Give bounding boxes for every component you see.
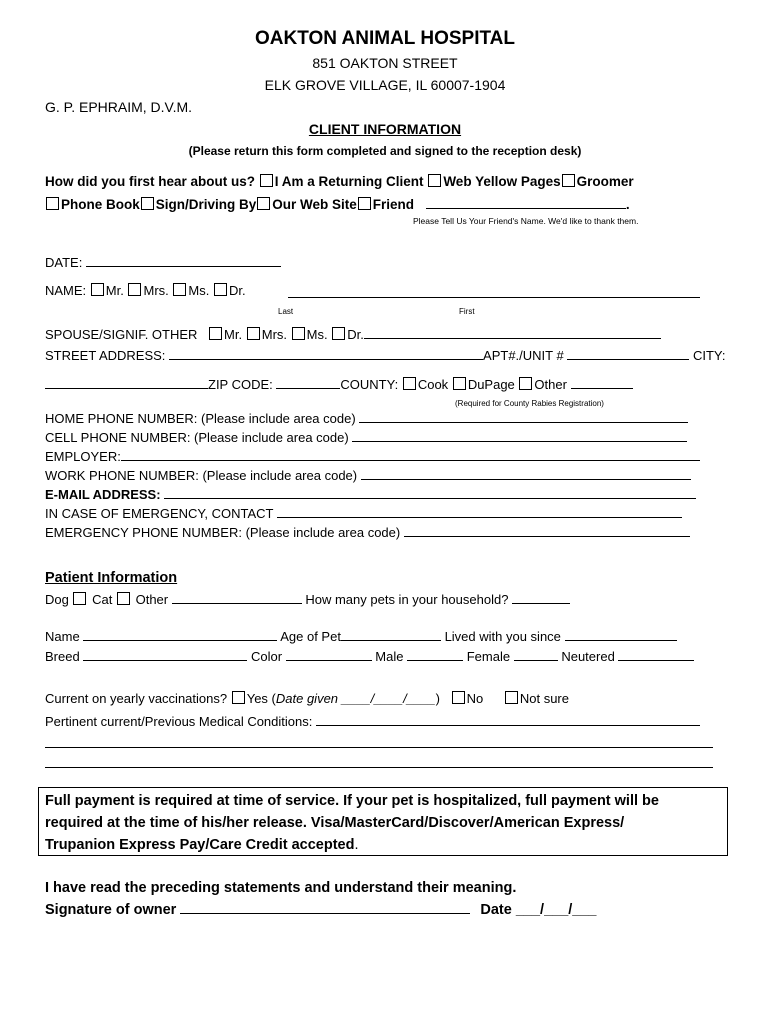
- emergency-phone-field[interactable]: [404, 524, 690, 537]
- web-yellow-pages-checkbox[interactable]: [428, 174, 441, 187]
- title-label: Mrs.: [143, 283, 169, 298]
- returning-client-checkbox[interactable]: [260, 174, 273, 187]
- friend-checkbox[interactable]: [358, 197, 371, 210]
- title-label: Ms.: [306, 327, 328, 342]
- color-label: Color: [250, 649, 283, 664]
- name-field[interactable]: [288, 285, 700, 302]
- email-field[interactable]: [164, 486, 696, 499]
- acknowledgement: I have read the preceding statements and understand their meaning.: [45, 880, 517, 896]
- spouse-label: SPOUSE/SIGNIF. OTHER: [45, 327, 198, 342]
- zip-label: ZIP CODE:: [208, 377, 273, 392]
- vaccination-label: Current on yearly vaccinations?: [45, 691, 228, 706]
- cell-phone-row: [45, 429, 687, 446]
- pet-age-field[interactable]: [341, 628, 441, 641]
- female-label: Female: [466, 649, 511, 664]
- city-field[interactable]: [45, 376, 208, 389]
- other-species-field[interactable]: [172, 591, 302, 604]
- emergency-phone-label: EMERGENCY PHONE NUMBER: (Please include area code): [45, 525, 401, 540]
- sign-driving-checkbox[interactable]: [141, 197, 154, 210]
- zip-row: [45, 376, 633, 393]
- pet-name-label: Name: [45, 629, 80, 644]
- referral-option-label: Friend: [372, 197, 415, 212]
- apt-field[interactable]: [567, 347, 689, 360]
- yes-label: Yes (: [246, 691, 276, 706]
- name-row: [45, 283, 246, 299]
- breed-row: [45, 648, 694, 665]
- referral-option-label: Our Web Site: [272, 197, 357, 212]
- spouse-row: [45, 326, 661, 343]
- color-field[interactable]: [286, 648, 372, 661]
- referral-option-label: I Am a Returning Client: [274, 174, 424, 189]
- title-label: Dr.: [228, 283, 246, 298]
- referral-option-label: Phone Book: [61, 197, 140, 212]
- email-label: E-MAIL ADDRESS:: [45, 487, 161, 502]
- doctor-name: G. P. EPHRAIM, D.V.M.: [45, 99, 193, 115]
- city-label: CITY:: [692, 348, 726, 363]
- conditions-line-2[interactable]: [45, 735, 713, 752]
- vaccination-row: [45, 691, 569, 707]
- phone-book-checkbox[interactable]: [46, 197, 59, 210]
- title-label: Dr.: [347, 327, 364, 342]
- patient-info-title: Patient Information: [45, 570, 178, 586]
- date-label: DATE:: [45, 255, 83, 270]
- species-row: [45, 591, 570, 608]
- not-sure-label: Not sure: [519, 691, 569, 706]
- other-species-label: Other: [135, 592, 169, 607]
- signature-label: Signature of owner: [45, 902, 177, 918]
- home-phone-label: HOME PHONE NUMBER: (Please include area code): [45, 411, 356, 426]
- pet-age-label: Age of Pet: [280, 629, 341, 644]
- groomer-checkbox[interactable]: [562, 174, 575, 187]
- breed-field[interactable]: [83, 648, 247, 661]
- county-label: COUNTY:: [340, 377, 399, 392]
- signature-row: [45, 899, 597, 921]
- signature-date-field[interactable]: ___/___/___: [515, 902, 597, 918]
- emergency-contact-row: [45, 505, 682, 522]
- zip-field[interactable]: [276, 376, 340, 389]
- emergency-contact-field[interactable]: [277, 505, 682, 518]
- pets-count-field[interactable]: [512, 591, 570, 604]
- referral-option-label: Groomer: [576, 174, 634, 189]
- neutered-label: Neutered: [561, 649, 615, 664]
- name-label: NAME:: [45, 283, 87, 298]
- cell-phone-field[interactable]: [352, 429, 687, 442]
- payment-line-2: required at the time of his/her release. Visa/MasterCard/Discover/American Express/: [45, 815, 625, 831]
- spouse-dr-checkbox[interactable]: [332, 327, 345, 340]
- dog-label: Dog: [45, 592, 69, 607]
- email-row: [45, 486, 696, 503]
- spouse-ms-checkbox[interactable]: [292, 327, 305, 340]
- vacc-not-sure-checkbox[interactable]: [505, 691, 518, 704]
- dupage-checkbox[interactable]: [453, 377, 466, 390]
- emergency-contact-label: IN CASE OF EMERGENCY, CONTACT: [45, 506, 274, 521]
- emergency-phone-row: [45, 524, 690, 541]
- payment-line-3-end: .: [354, 837, 359, 853]
- county-note: (Required for County Rabies Registration): [455, 399, 604, 408]
- vacc-no-checkbox[interactable]: [452, 691, 465, 704]
- other-county-checkbox[interactable]: [519, 377, 532, 390]
- spouse-mr-checkbox[interactable]: [209, 327, 222, 340]
- cook-checkbox[interactable]: [403, 377, 416, 390]
- payment-line-1: Full payment is required at time of service. If your pet is hospitalized, full payment will be: [45, 793, 659, 809]
- friend-note: Please Tell Us Your Friend's Name. We'd like to thank them.: [413, 216, 639, 226]
- hospital-street: 851 OAKTON STREET: [312, 55, 458, 71]
- title-label: Ms.: [188, 283, 210, 298]
- title-label: Mrs.: [261, 327, 288, 342]
- signature-date-label: Date: [480, 902, 512, 918]
- street-field[interactable]: [169, 347, 483, 360]
- conditions-line-3[interactable]: [45, 755, 713, 772]
- county-option-label: Other: [534, 377, 567, 392]
- street-row: [45, 347, 725, 364]
- cat-checkbox[interactable]: [117, 592, 130, 605]
- first-name-hint: First: [459, 307, 475, 316]
- county-option-label: DuPage: [467, 377, 515, 392]
- last-name-hint: Last: [278, 307, 294, 316]
- referral-row-1: [45, 174, 634, 190]
- cat-label: Cat: [92, 592, 113, 607]
- dog-checkbox[interactable]: [73, 592, 86, 605]
- home-phone-row: [45, 410, 688, 427]
- mrs-checkbox[interactable]: [128, 283, 141, 296]
- form-instruction: (Please return this form completed and signed to the reception desk): [188, 144, 582, 158]
- lived-since-label: Lived with you since: [444, 629, 561, 644]
- date-given-label: Date given: [275, 691, 339, 706]
- web-site-checkbox[interactable]: [257, 197, 270, 210]
- hospital-city: ELK GROVE VILLAGE, IL 60007-1904: [264, 77, 506, 93]
- signature-field[interactable]: [180, 899, 470, 914]
- lived-since-field[interactable]: [565, 628, 677, 641]
- pet-name-row: [45, 628, 677, 645]
- work-phone-label: WORK PHONE NUMBER: (Please include area code): [45, 468, 358, 483]
- hospital-name: OAKTON ANIMAL HOSPITAL: [254, 28, 516, 49]
- male-field[interactable]: [407, 648, 463, 661]
- referral-row-2: Phone Book Sign/Driving By Our Web Site Friend .: [45, 196, 630, 213]
- title-label: Mr.: [224, 327, 243, 342]
- referral-option-label: Sign/Driving By: [155, 197, 257, 212]
- no-label: No: [466, 691, 484, 706]
- mr-checkbox[interactable]: [91, 283, 104, 296]
- friend-name-field[interactable]: [426, 196, 626, 209]
- form-title: CLIENT INFORMATION: [308, 121, 462, 137]
- close-paren: ): [435, 691, 440, 706]
- breed-label: Breed: [45, 649, 80, 664]
- county-option-label: Cook: [417, 377, 449, 392]
- apt-label: APT#./UNIT #: [483, 348, 564, 363]
- street-label: STREET ADDRESS:: [45, 348, 166, 363]
- vacc-yes-checkbox[interactable]: [232, 691, 245, 704]
- employer-field[interactable]: [121, 448, 700, 461]
- work-phone-row: [45, 467, 691, 484]
- title-label: Mr.: [105, 283, 124, 298]
- employer-label: EMPLOYER:: [45, 449, 121, 464]
- payment-line-3: [45, 834, 358, 856]
- referral-option-label: Web Yellow Pages: [443, 174, 561, 189]
- date-row: [45, 254, 281, 271]
- home-phone-field[interactable]: [359, 410, 688, 423]
- male-label: Male: [375, 649, 404, 664]
- female-field[interactable]: [514, 648, 558, 661]
- payment-line-3-text: Trupanion Express Pay/Care Credit accepted: [45, 837, 355, 853]
- work-phone-field[interactable]: [361, 467, 691, 480]
- referral-question: How did you first hear about us?: [45, 174, 256, 189]
- pet-name-field[interactable]: [83, 628, 277, 641]
- conditions-label: Pertinent current/Previous Medical Conditions:: [45, 714, 313, 729]
- dr-checkbox[interactable]: [214, 283, 227, 296]
- ms-checkbox[interactable]: [173, 283, 186, 296]
- employer-row: [45, 448, 700, 465]
- spouse-name-field[interactable]: [364, 326, 661, 339]
- neutered-field[interactable]: [618, 648, 694, 661]
- pets-count-label: How many pets in your household?: [305, 592, 509, 607]
- cell-phone-label: CELL PHONE NUMBER: (Please include area code): [45, 430, 349, 445]
- conditions-field[interactable]: [316, 713, 700, 726]
- spouse-mrs-checkbox[interactable]: [247, 327, 260, 340]
- date-given-field[interactable]: ____/____/____: [341, 691, 436, 706]
- other-county-field[interactable]: [571, 376, 633, 389]
- conditions-row: [45, 713, 700, 730]
- date-field[interactable]: [86, 254, 281, 267]
